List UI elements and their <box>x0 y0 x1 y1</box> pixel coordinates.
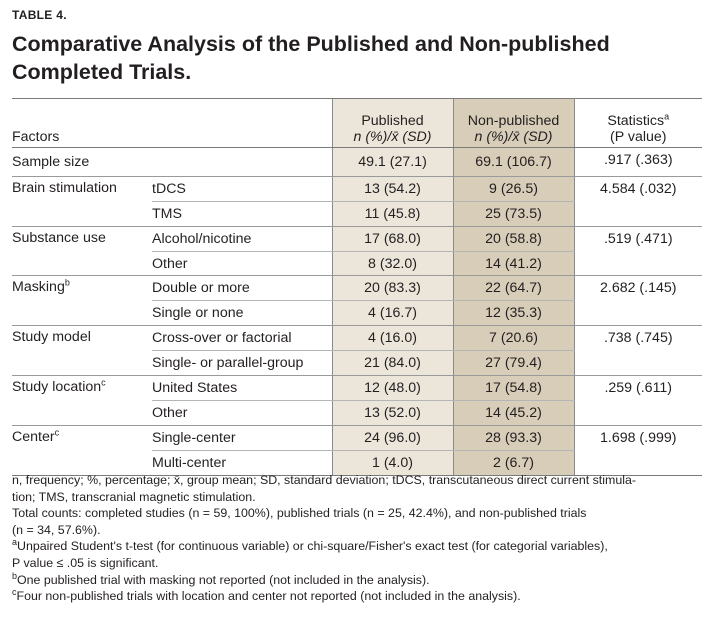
table-row: Single or none 4 (16.7) 12 (35.3) <box>12 301 702 326</box>
footnote-b: $^b$One published trial with masking not reported (not included in the analysis). <box>12 570 430 587</box>
table-row: Substance use Alcohol/nicotine 17 (68.0) 20 (58.8) .519 (.471) <box>12 226 702 251</box>
table-title <box>12 30 702 86</box>
table-label: TABLE 4. <box>12 8 67 22</box>
title-line-1: Comparative Analysis of the Published and Non-published <box>12 32 610 56</box>
table-row: Study model Cross-over or factorial 4 (16.0) 7 (20.6) .738 (.745) <box>12 326 702 351</box>
table-row: Center$^c$ Single-center 24 (96.0) 28 (93.3) 1.698 (.999) <box>12 425 702 450</box>
footnote-abbreviations-cont: tion; TMS, transcranial magnetic stimulation. <box>12 489 256 504</box>
table-row: Other 8 (32.0) 14 (41.2) <box>12 251 702 276</box>
table-row: Masking$^b$ Double or more 20 (83.3) 22 (64.7) 2.682 (.145) <box>12 276 702 301</box>
footnote-abbreviations: n, frequency; %, percentage; x̄, group mean; SD, standard deviation; tDCS, transcutaneous direct current stimula- <box>12 473 636 487</box>
footnote-counts-cont: (n = 34, 57.6%). <box>12 522 101 537</box>
comparison-table <box>12 98 702 476</box>
header-statistics: Statistics$^a$ (P value) <box>574 99 702 148</box>
table-header-row <box>12 99 702 148</box>
header-factors: Factors <box>12 99 152 148</box>
footnote-counts: Total counts: completed studies (n = 59, 100%), published trials (n = 25, 42.4%), and non-published trials <box>12 506 587 521</box>
table-row: Other 13 (52.0) 14 (45.2) <box>12 400 702 425</box>
title-line-2: Completed Trials. <box>12 60 192 84</box>
table-row: TMS 11 (45.8) 25 (73.5) <box>12 201 702 226</box>
header-published: Published n (%)/x̄ (SD) <box>332 99 453 148</box>
footnote-c: $^c$Four non-published trials with location and center not reported (not included in the analysis). <box>12 587 521 604</box>
table-row: Single- or parallel-group 21 (84.0) 27 (79.4) <box>12 351 702 376</box>
table-row: Study location$^c$ United States 12 (48.0) 17 (54.8) .259 (.611) <box>12 376 702 401</box>
table-footnotes <box>12 472 702 605</box>
table-row: Multi-center 1 (4.0) 2 (6.7) <box>12 450 702 475</box>
table-row: Brain stimulation tDCS 13 (54.2) 9 (26.5) 4.584 (.032) <box>12 176 702 201</box>
footnote-a: $^a$Unpaired Student's t-test (for continuous variable) or chi-square/Fisher's exact test (for categorial variables), <box>12 537 608 554</box>
header-nonpublished: Non-published n (%)/x̄ (SD) <box>453 99 574 148</box>
footnote-a-cont: P value ≤ .05 is significant. <box>12 555 159 570</box>
table-row-sample-size: Sample size 49.1 (27.1) 69.1 (106.7) .917 (.363) <box>12 148 702 177</box>
